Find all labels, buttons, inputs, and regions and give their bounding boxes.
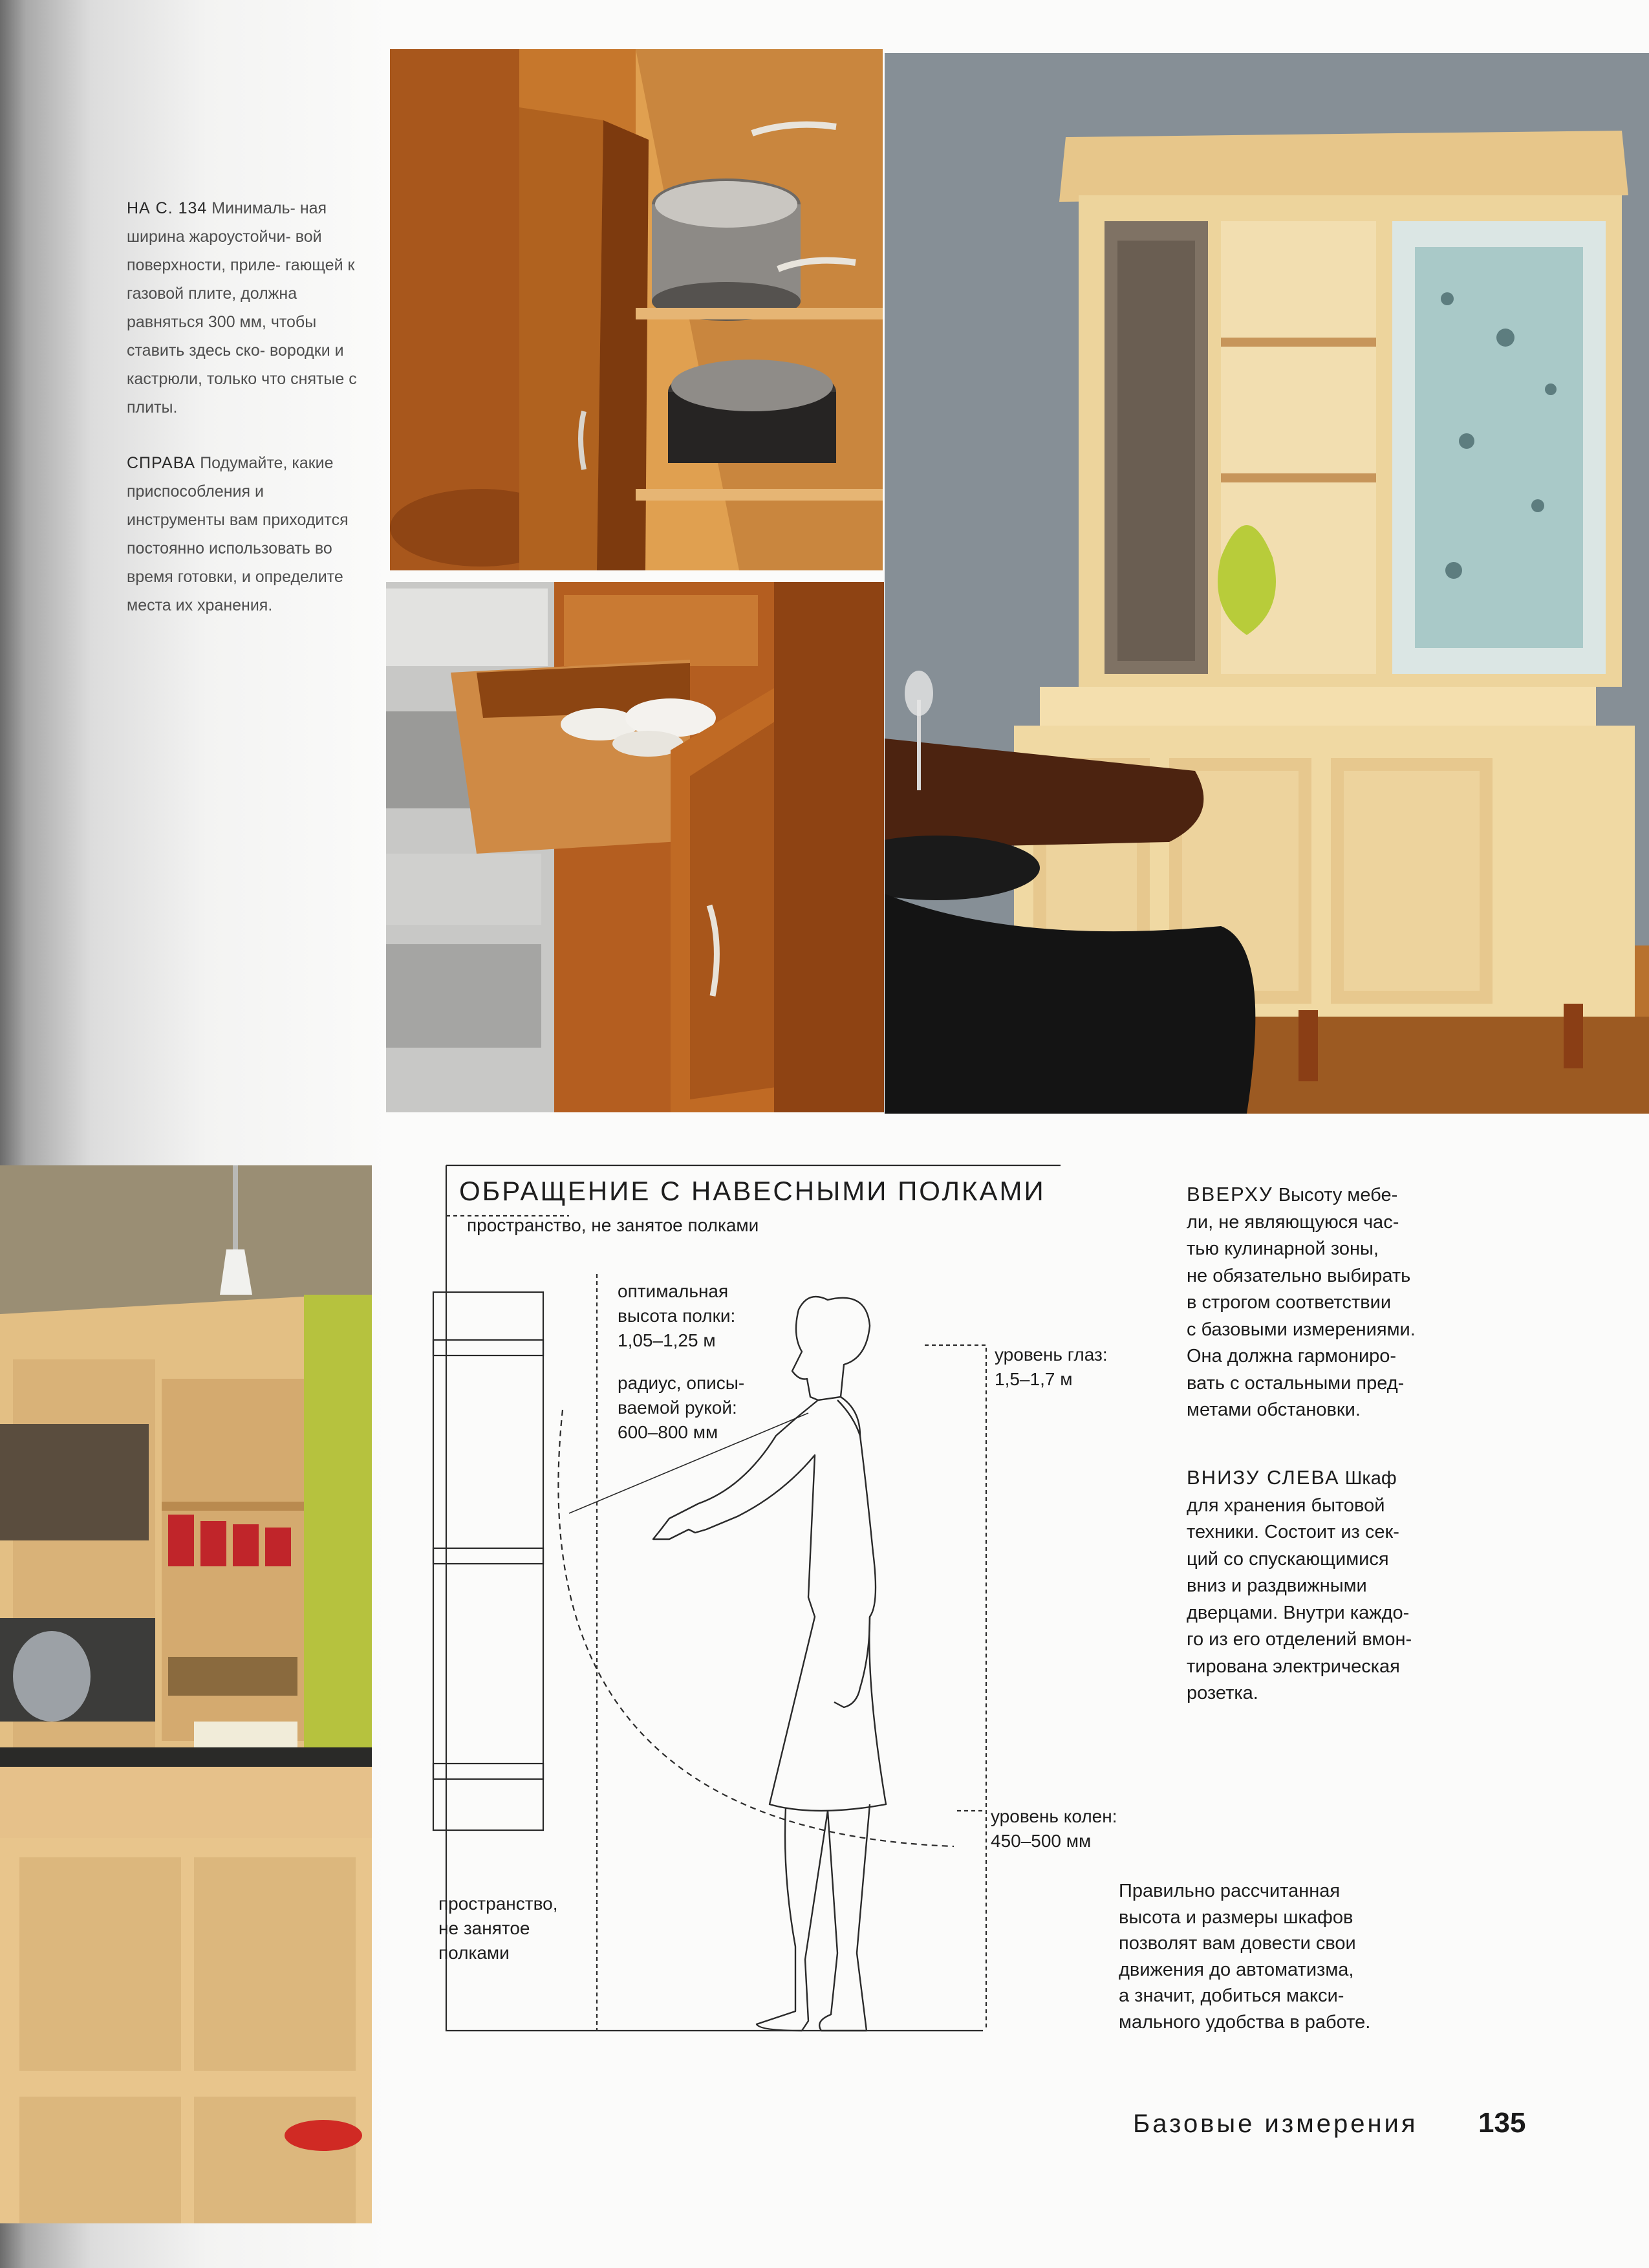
running-footer-title: Базовые измерения (1133, 2110, 1418, 2138)
diagram-title: ОБРАЩЕНИЕ С НАВЕСНЫМИ ПОЛКАМИ (459, 1176, 1046, 1206)
caption-left-2: СПРАВА Подумайте, какие приспособления и инструменты вам приходится постоянно использовать во время готовки, и определите места их хранения. (127, 454, 349, 614)
lower-shelf (433, 1764, 543, 1779)
page-number: 135 (1478, 2107, 1526, 2139)
label-top-unused-space: пространство, не занятое полками (467, 1215, 759, 1235)
label-reach-radius: радиус, описы- ваемой рукой: 600–800 мм (618, 1373, 745, 1442)
caption-left-1: НА С. 134 Минималь- ная ширина жароустойчи- вой поверхности, приле- гающей к газовой плите, должна равняться 300 мм, чтобы ставить здесь ско- вородки и кастрюли, только что снятые с плиты. (127, 199, 357, 416)
label-optimal-shelf-height: оптимальная высота полки: 1,05–1,25 м (618, 1281, 736, 1350)
reach-radius-arc (558, 1410, 954, 1846)
photo-pot-drawer-cabinet (390, 49, 883, 570)
label-knee-level: уровень колен: 450–500 мм (991, 1806, 1117, 1851)
middle-shelf (433, 1548, 543, 1564)
caption-top: ВВЕРХУ Высоту мебе- ли, не являющуюся час- тью кулинарной зоны, не обязательно выбирать в строгом соответствии с базовыми измерениями. Она должна гармониро- вать с остальными пред- метами обстановки. (1187, 1183, 1416, 1420)
caption-bottom-left: ВНИЗУ СЛЕВА Шкаф для хранения бытовой техники. Состоит из сек- ций со спускающимися вниз и раздвижными дверцами. Внутри каждо- го из его отделений вмон- тирована электрическая розетка. (1187, 1466, 1412, 1703)
upper-shelf (433, 1340, 543, 1355)
label-eye-level: уровень глаз: 1,5–1,7 м (995, 1345, 1108, 1389)
eye-level-line (925, 1345, 986, 2031)
photo-maple-hutch (885, 53, 1649, 1114)
side-captions (127, 194, 360, 647)
label-bottom-unused-space: пространство, не занятое полками (438, 1894, 558, 1963)
photo-appliance-storage-cabinet (0, 1165, 372, 2223)
photo-drawers-with-dishes (386, 582, 884, 1112)
ergonomics-note: Правильно рассчитанная высота и размеры шкафов позволят вам довести свои движения до автоматизма, а значит, добиться макси- мального удобства в работе. (1119, 1881, 1371, 2033)
